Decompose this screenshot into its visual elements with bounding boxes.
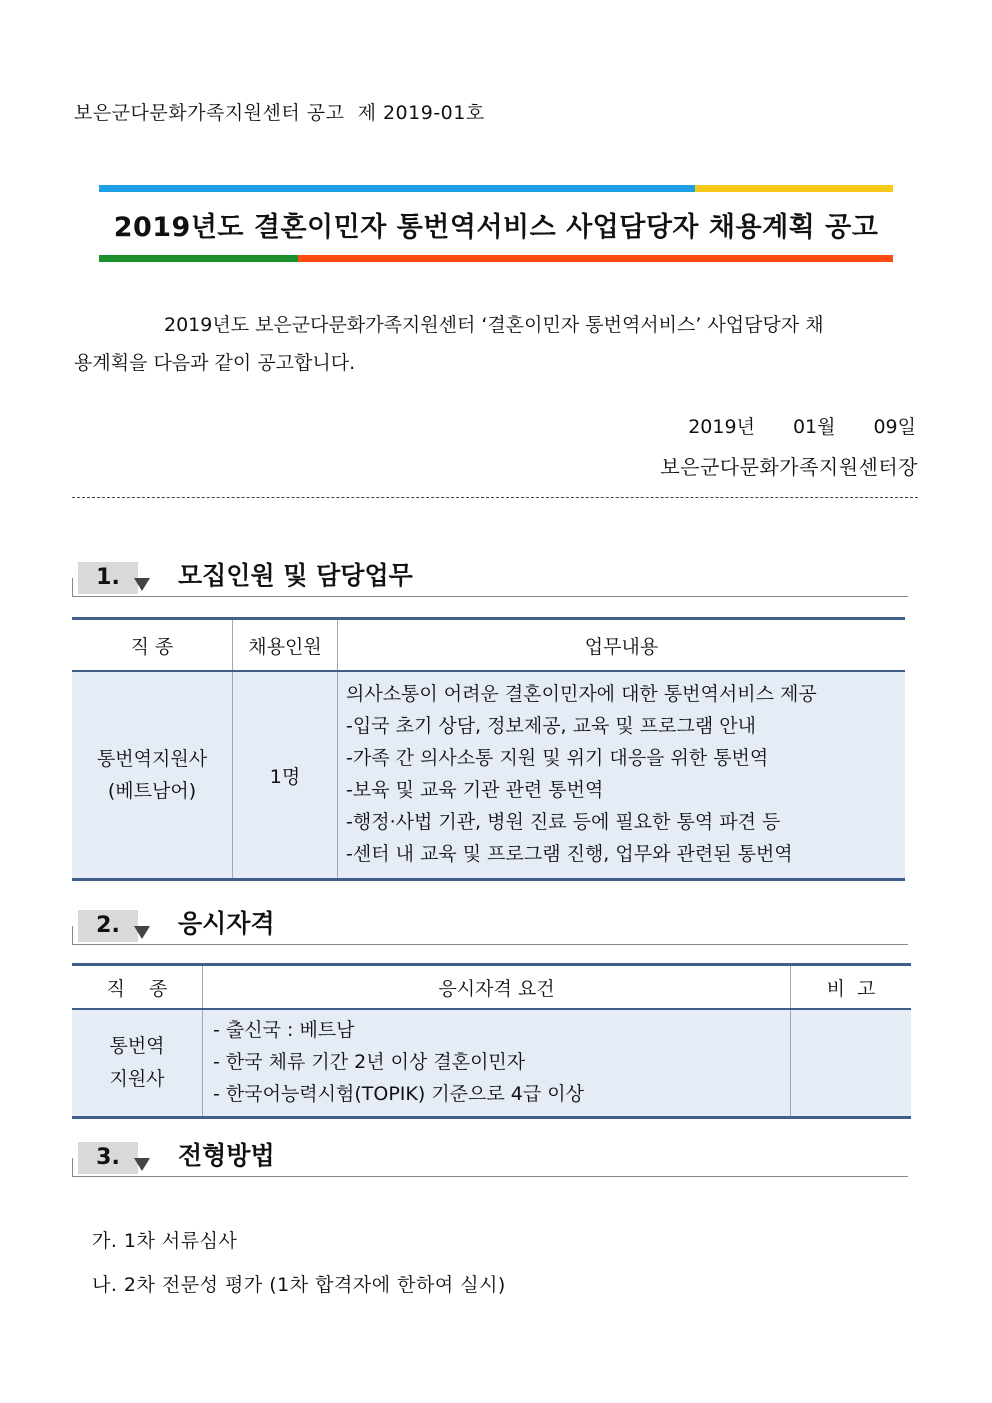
list-item: -센터 내 교육 및 프로그램 진행, 업무와 관련된 통번역 xyxy=(346,843,793,865)
header-note: 비 고 xyxy=(791,965,912,1010)
job-cell: 통번역 지원사 xyxy=(72,1009,203,1118)
list-item: -보육 및 교육 기관 관련 통번역 xyxy=(346,779,604,801)
header-duties: 업무내용 xyxy=(338,619,906,672)
note-cell xyxy=(791,1009,912,1118)
header-count: 채용인원 xyxy=(233,619,338,672)
method-item-1: 가. 1차 서류심사 xyxy=(92,1230,238,1252)
table-row xyxy=(72,671,905,880)
signer: 보은군다문화가족지원센터장 xyxy=(660,455,918,479)
section-title: 전형방법 xyxy=(178,1141,275,1170)
list-item: -가족 간 의사소통 지원 및 위기 대응을 위한 통번역 xyxy=(346,747,769,769)
title-bottom-bar-green xyxy=(99,255,298,262)
section-number: 2. xyxy=(78,910,138,942)
list-item: -입국 초기 상담, 정보제공, 교육 및 프로그램 안내 xyxy=(346,715,756,737)
triangle-icon xyxy=(134,578,150,591)
document-title: 2019년도 결혼이민자 통번역서비스 사업담당자 채용계획 공고 xyxy=(113,212,879,243)
section-number: 1. xyxy=(78,562,138,594)
section-1-heading xyxy=(72,562,908,602)
section-number: 3. xyxy=(78,1142,138,1174)
list-item: -행정·사법 기관, 병원 진료 등에 필요한 통역 파견 등 xyxy=(346,811,781,833)
title-top-bar-blue xyxy=(99,185,695,192)
triangle-icon xyxy=(134,926,150,939)
date-month: 01월 xyxy=(792,416,836,438)
job-cell: 통번역지원사 (베트남어) xyxy=(72,671,233,880)
intro-line-1: 2019년도 보은군다문화가족지원센터 ‘결혼이민자 통번역서비스’ 사업담당자 채 xyxy=(164,314,824,336)
notice-number: 보은군다문화가족지원센터 공고 제 2019-01호 xyxy=(74,102,485,124)
date-year: 2019년 xyxy=(688,416,755,438)
intro-paragraph xyxy=(74,306,920,382)
intro-line-2: 용계획을 다음과 같이 공고합니다. xyxy=(74,352,356,374)
list-item: - 한국 체류 기간 2년 이상 결혼이민자 xyxy=(213,1051,526,1073)
section-3-heading xyxy=(72,1142,908,1182)
requirements-cell xyxy=(203,1009,791,1118)
qualification-table xyxy=(72,963,911,1119)
list-item: - 한국어능력시험(TOPIK) 기준으로 4급 이상 xyxy=(213,1083,584,1105)
triangle-icon xyxy=(134,1158,150,1171)
header-requirements: 응시자격 요건 xyxy=(203,965,791,1010)
table-row xyxy=(72,1009,911,1118)
section-2-heading xyxy=(72,910,908,950)
method-item-2: 나. 2차 전문성 평가 (1차 합격자에 한하여 실시) xyxy=(92,1274,506,1296)
section-title: 모집인원 및 담당업무 xyxy=(178,561,413,590)
duties-cell xyxy=(338,671,906,880)
list-item: 의사소통이 어려운 결혼이민자에 대한 통번역서비스 제공 xyxy=(346,683,817,705)
recruit-table xyxy=(72,617,905,881)
title-bottom-bar-red xyxy=(298,255,893,262)
notice-date xyxy=(688,412,916,439)
header-job: 직 종 xyxy=(72,965,203,1010)
header-job: 직 종 xyxy=(72,619,233,672)
list-item: - 출신국 : 베트남 xyxy=(213,1019,355,1041)
title-top-bar-yellow xyxy=(695,185,893,192)
date-day: 09일 xyxy=(873,416,916,438)
section-title: 응시자격 xyxy=(178,909,275,938)
count-cell: 1명 xyxy=(233,671,338,880)
dashed-divider xyxy=(72,497,918,498)
